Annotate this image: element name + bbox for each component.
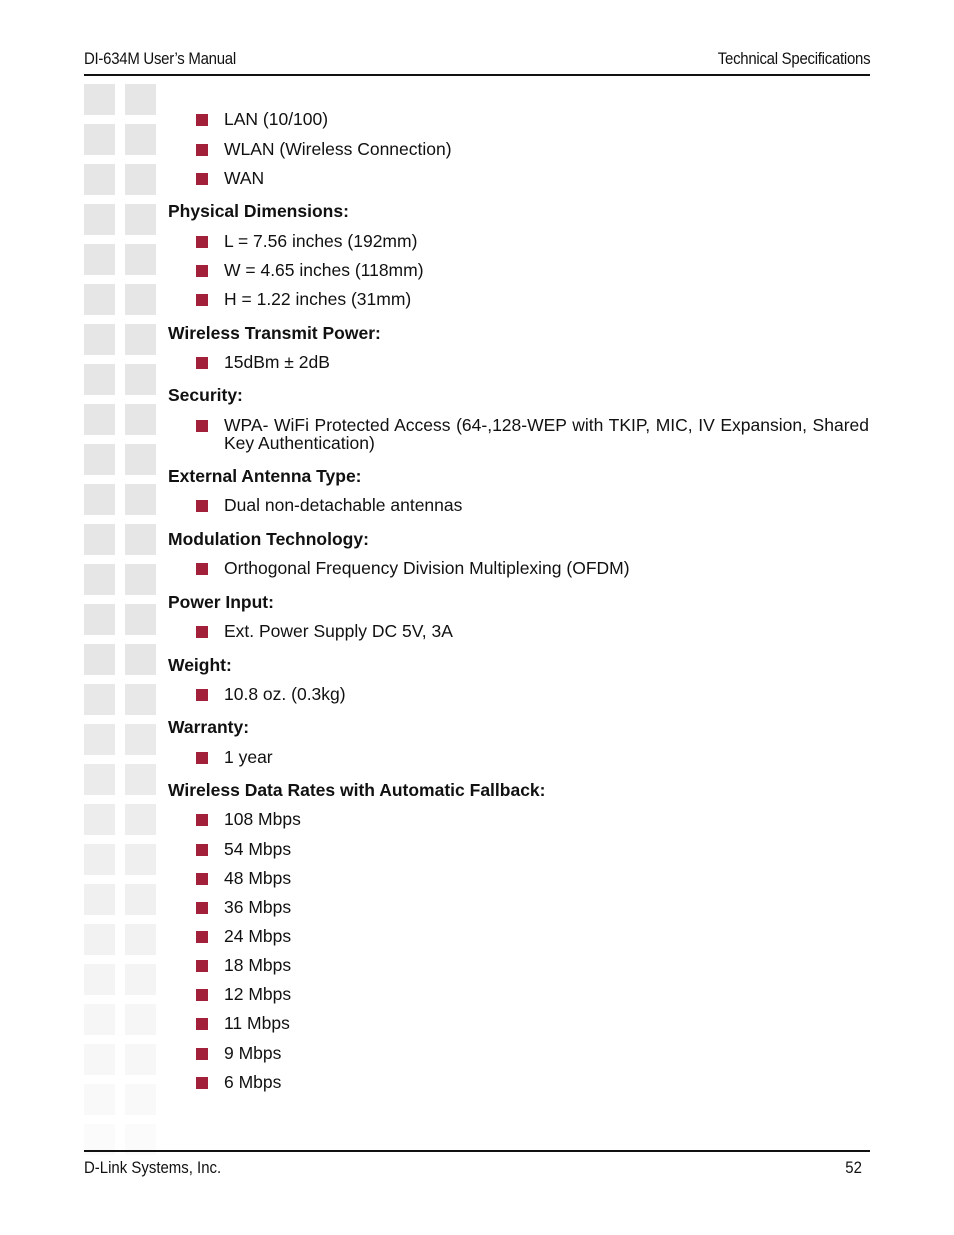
section-heading: Power Input:	[168, 592, 274, 612]
bullet-square-icon	[196, 173, 208, 185]
bullet-square-icon	[196, 931, 208, 943]
bullet-square-icon	[196, 294, 208, 306]
section-heading: Security:	[168, 385, 243, 405]
section-title: Technical Specifications	[717, 49, 870, 68]
spec-list-item: 1 year	[224, 747, 273, 767]
bullet-square-icon	[196, 563, 208, 575]
bullet-square-icon	[196, 114, 208, 126]
page-footer	[84, 1150, 870, 1180]
spec-list-item: 54 Mbps	[224, 839, 292, 859]
section-heading: Warranty:	[168, 717, 250, 737]
section-heading: Physical Dimensions:	[168, 201, 349, 221]
section-heading: Wireless Transmit Power:	[168, 323, 381, 343]
spec-list-item: 36 Mbps	[224, 897, 292, 917]
spec-list-item: 10.8 oz. (0.3kg)	[224, 684, 346, 704]
bullet-square-icon	[196, 844, 208, 856]
spec-list-item: Dual non-detachable antennas	[224, 495, 463, 515]
spec-list-item: 18 Mbps	[224, 955, 292, 975]
bullet-square-icon	[196, 1048, 208, 1060]
spec-list-item: 15dBm ± 2dB	[224, 352, 330, 372]
bullet-square-icon	[196, 814, 208, 826]
spec-list-item: WAN	[224, 168, 265, 188]
bullet-square-icon	[196, 144, 208, 156]
bullet-square-icon	[196, 420, 208, 432]
spec-list-item: Ext. Power Supply DC 5V, 3A	[224, 621, 453, 641]
section-heading: Wireless Data Rates with Automatic Fallback:	[168, 780, 546, 800]
bullet-square-icon	[196, 752, 208, 764]
bullet-square-icon	[196, 1018, 208, 1030]
company-name: D-Link Systems, Inc.	[84, 1158, 222, 1177]
bullet-square-icon	[196, 902, 208, 914]
bullet-square-icon	[196, 265, 208, 277]
spec-list-item: H = 1.22 inches (31mm)	[224, 289, 412, 309]
spec-list-item: 48 Mbps	[224, 868, 292, 888]
spec-list-item: 24 Mbps	[224, 926, 292, 946]
bullet-square-icon	[196, 989, 208, 1001]
bullet-square-icon	[196, 689, 208, 701]
spec-list-item: 9 Mbps	[224, 1043, 282, 1063]
spec-list-item: WLAN (Wireless Connection)	[224, 139, 452, 159]
spec-list-item: W = 4.65 inches (118mm)	[224, 260, 424, 280]
spec-list-item: WPA- WiFi Protected Access (64-,128-WEP with TKIP, MIC, IV Expansion, Shared Key Authentication)	[224, 415, 869, 453]
spec-list-item: 12 Mbps	[224, 984, 292, 1004]
bullet-square-icon	[196, 626, 208, 638]
spec-list-item: LAN (10/100)	[224, 109, 329, 129]
bullet-square-icon	[196, 500, 208, 512]
spec-list-item: 6 Mbps	[224, 1072, 282, 1092]
spec-list-item: 108 Mbps	[224, 809, 301, 829]
section-heading: Weight:	[168, 655, 232, 675]
section-heading: Modulation Technology:	[168, 529, 369, 549]
bullet-square-icon	[196, 873, 208, 885]
bullet-square-icon	[196, 236, 208, 248]
bullet-square-icon	[196, 1077, 208, 1089]
manual-title: DI-634M User’s Manual	[84, 49, 236, 68]
section-heading: External Antenna Type:	[168, 466, 362, 486]
page-number: 52	[845, 1158, 862, 1177]
bullet-square-icon	[196, 960, 208, 972]
spec-list-item: 11 Mbps	[224, 1013, 290, 1033]
spec-list-item: Orthogonal Frequency Division Multiplexing (OFDM)	[224, 558, 630, 578]
bullet-square-icon	[196, 357, 208, 369]
spec-list-item: L = 7.56 inches (192mm)	[224, 231, 418, 251]
